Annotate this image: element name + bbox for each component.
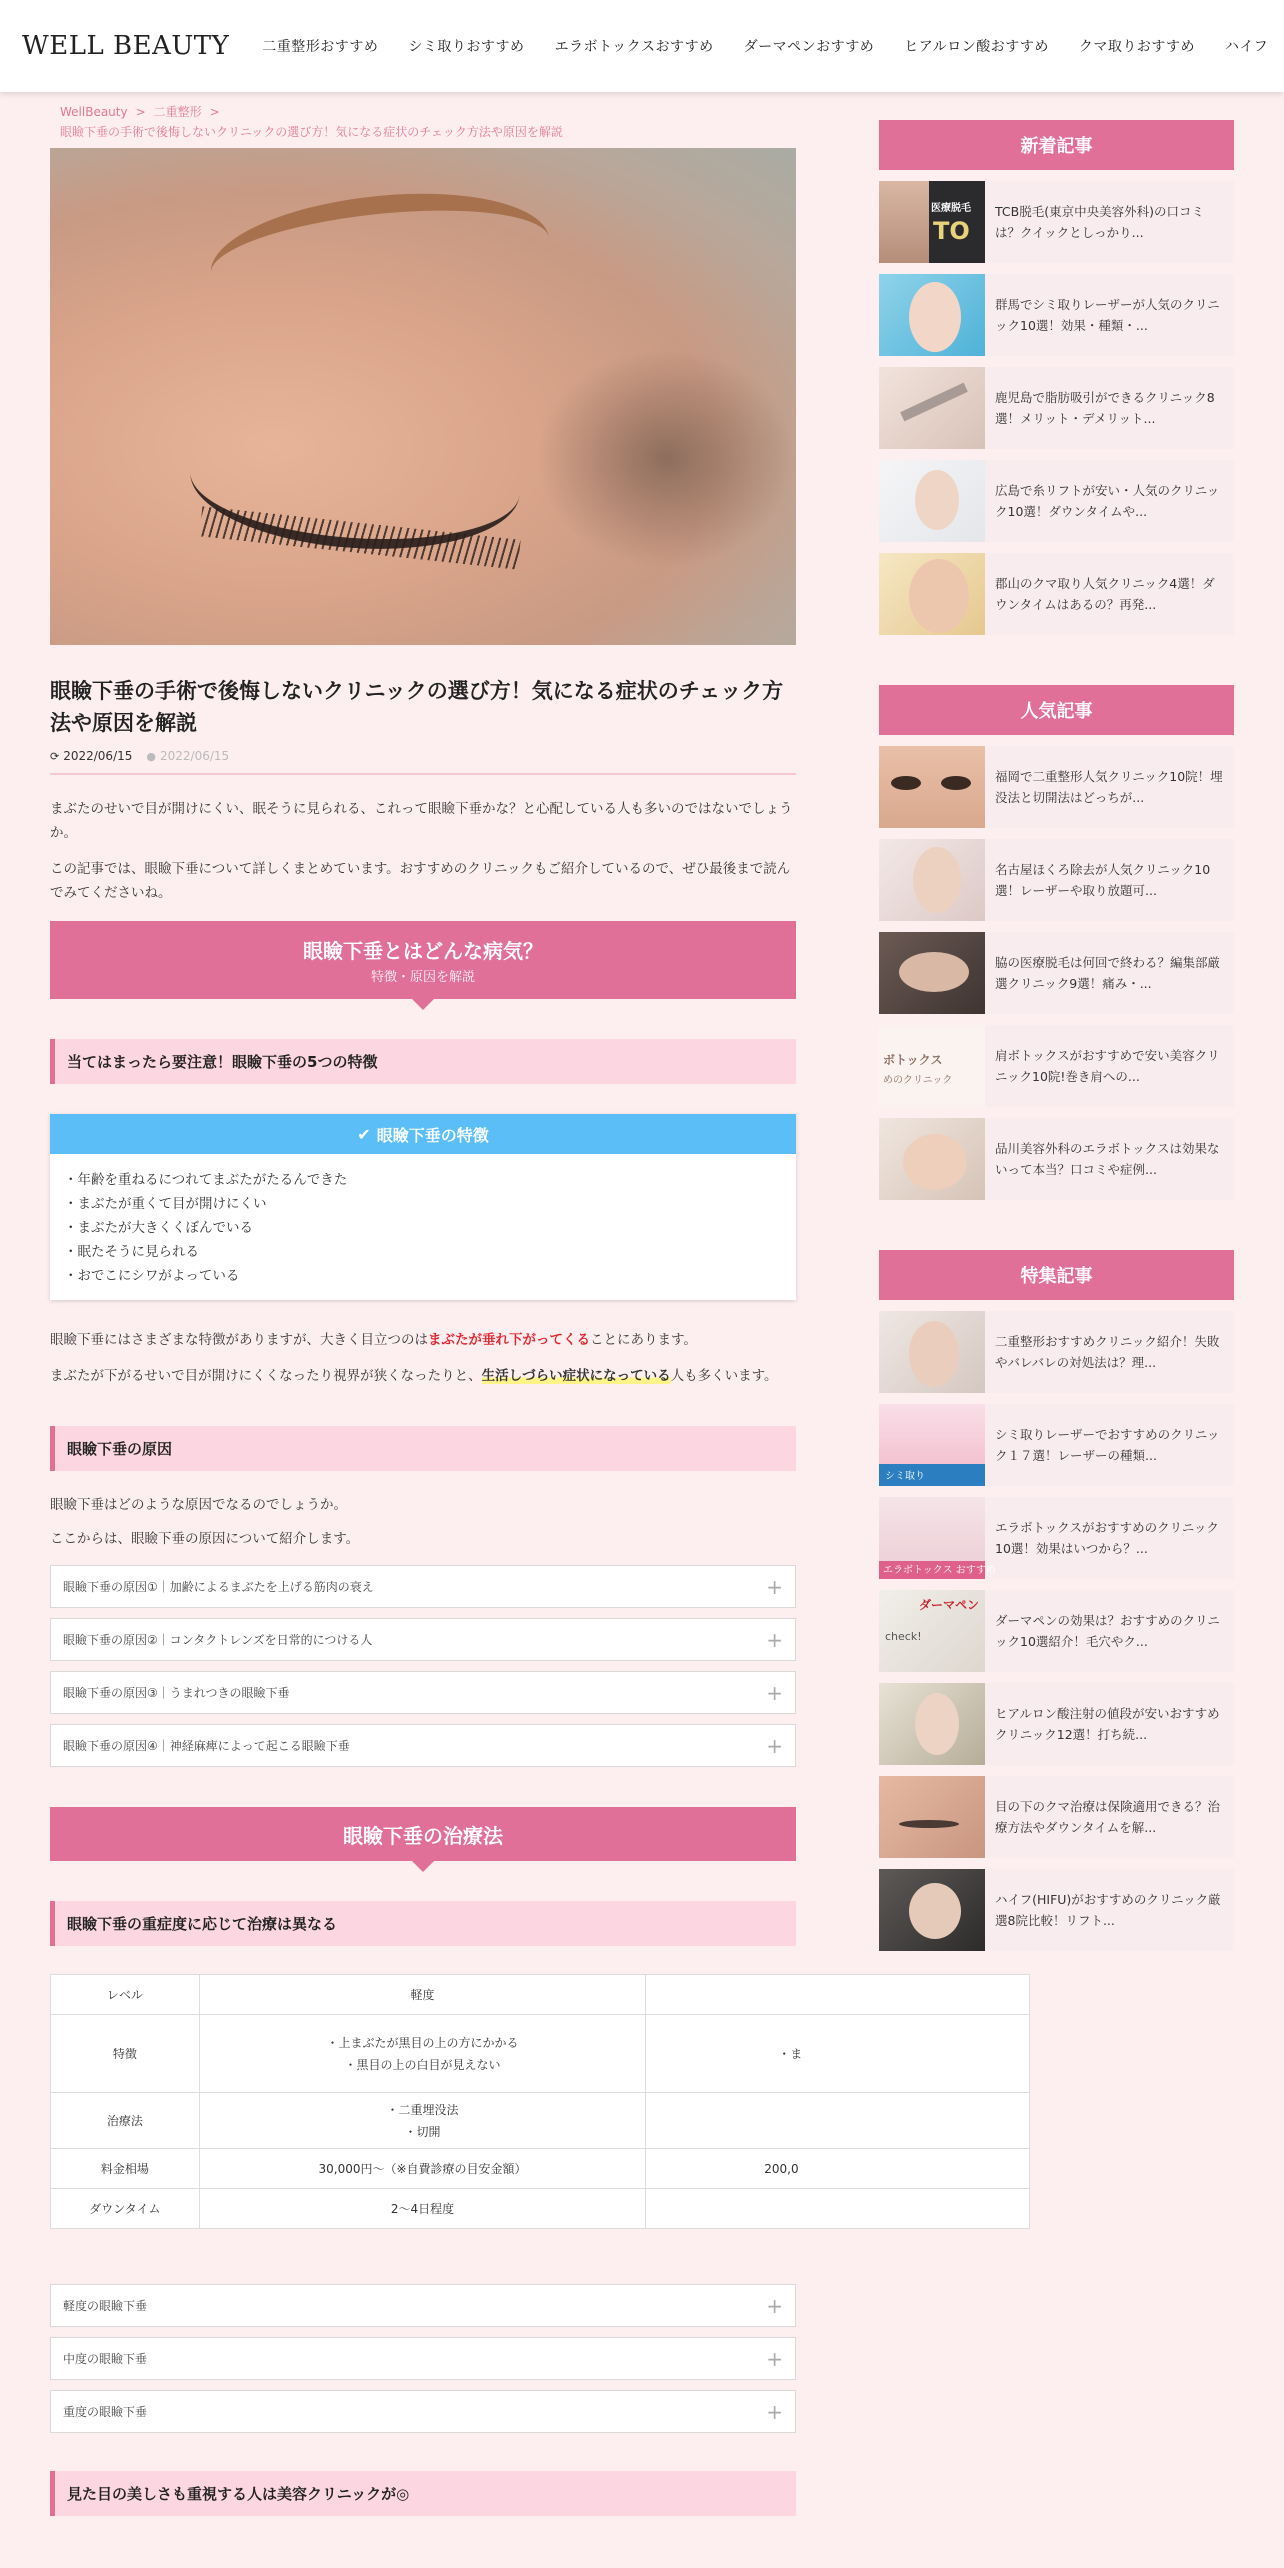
plus-icon: + — [766, 1574, 783, 1599]
sidebar-post[interactable] — [879, 1683, 1234, 1765]
post-thumbnail — [879, 1683, 985, 1765]
breadcrumb-sep: > — [135, 105, 146, 119]
nav-item-jaw-botox[interactable]: エラボトックスおすすめ — [554, 39, 714, 55]
site-logo[interactable]: WELL BEAUTY — [22, 31, 230, 61]
table-header: レベル — [51, 1975, 200, 2015]
sidebar-post[interactable] — [879, 367, 1234, 449]
post-title: 脇の医療脱毛は何回で終わる？編集部厳選クリニック9選！痛み・... — [995, 955, 1221, 991]
sidebar-post[interactable] — [879, 1404, 1234, 1486]
post-thumbnail — [879, 367, 985, 449]
site-header — [0, 0, 1284, 92]
post-title: TCB脱毛(東京中央美容外科)の口コミは？クイックとしっかり... — [995, 204, 1204, 240]
subheading: 眼瞼下垂の重症度に応じて治療は異なる — [50, 1901, 796, 1946]
post-thumbnail: エラボトックス おすすめ — [879, 1497, 985, 1579]
sidebar-post[interactable] — [879, 274, 1234, 356]
sidebar-post[interactable] — [879, 460, 1234, 542]
nav-item-hifu[interactable]: ハイフ — [1225, 39, 1269, 55]
body-paragraph: ここからは、眼瞼下垂の原因について紹介します。 — [50, 1531, 360, 1547]
post-thumbnail: ボトックス めのクリニック — [879, 1025, 985, 1107]
global-nav — [247, 36, 1283, 56]
table-cell: ・ま — [646, 2015, 1030, 2093]
post-title: 広島で糸リフトが安い・人気のクリニック10選！ダウンタイムや... — [995, 483, 1220, 519]
table-cell — [646, 2189, 1030, 2229]
treatment-table[interactable] — [50, 1974, 803, 2229]
body-paragraph: 眼瞼下垂はどのような原因でなるのでしょうか。 — [50, 1497, 347, 1513]
sidebar-heading-feature: 特集記事 — [879, 1250, 1234, 1300]
post-thumbnail — [879, 1311, 985, 1393]
sidebar-post[interactable] — [879, 1776, 1234, 1858]
nav-item-spot-removal[interactable]: シミ取りおすすめ — [408, 39, 525, 55]
list-item: ・年齢を重ねるにつれてまぶたがたるんできた — [64, 1172, 348, 1188]
plus-icon: + — [766, 1733, 783, 1758]
check-icon: ✔ — [357, 1124, 371, 1144]
post-title: 品川美容外科のエラボトックスは効果ないって本当？口コミや症例... — [995, 1141, 1220, 1177]
subheading: 見た目の美しさも重視する人は美容クリニックが◎ — [50, 2471, 796, 2516]
breadcrumb-category[interactable]: 二重整形 — [153, 105, 202, 119]
feature-box-title: 眼瞼下垂の特徴 — [376, 1125, 489, 1145]
body-paragraph: 眼瞼下垂にはさまざまな特徴がありますが、大きく目立つのはまぶたが垂れ下がってくることにあります。 — [50, 1332, 697, 1348]
accordion-moderate[interactable]: 中度の眼瞼下垂 + — [50, 2337, 796, 2380]
list-item: ・眠たそうに見られる — [64, 1244, 199, 1260]
sidebar-post[interactable] — [879, 932, 1234, 1014]
sidebar-post[interactable] — [879, 1590, 1234, 1672]
post-thumbnail — [879, 1869, 985, 1951]
table-header: 軽度 — [199, 1975, 645, 2015]
post-thumbnail: 医療脱毛 TO — [879, 181, 985, 263]
table-cell: ダウンタイム — [51, 2189, 200, 2229]
table-cell — [646, 2093, 1030, 2149]
accordion-mild[interactable]: 軽度の眼瞼下垂 + — [50, 2284, 796, 2327]
post-title: 群馬でシミ取りレーザーが人気のクリニック10選！効果・種類・... — [995, 297, 1220, 333]
nav-item-dermapen[interactable]: ダーマペンおすすめ — [743, 39, 875, 55]
post-thumbnail: シミ取り — [879, 1404, 985, 1486]
list-item: ・まぶたが大きくくぼんでいる — [64, 1220, 253, 1236]
post-thumbnail — [879, 460, 985, 542]
post-thumbnail: ダーマペン check! — [879, 1590, 985, 1672]
post-title: 鹿児島で脂肪吸引ができるクリニック8選！メリット・デメリット... — [995, 390, 1215, 426]
accordion-cause-4[interactable]: 眼瞼下垂の原因④｜神経麻痺によって起こる眼瞼下垂 + — [50, 1724, 796, 1767]
table-cell: 特徴 — [51, 2015, 200, 2093]
post-thumbnail — [879, 553, 985, 635]
accordion-cause-2[interactable]: 眼瞼下垂の原因②｜コンタクトレンズを日常的につける人 + — [50, 1618, 796, 1661]
section-heading: 眼瞼下垂の治療法 — [50, 1807, 796, 1861]
plus-icon: + — [766, 1680, 783, 1705]
intro-paragraph: この記事では、眼瞼下垂について詳しくまとめています。おすすめのクリニックもご紹介しているので、ぜひ最後まで読んでみてくださいね。 — [50, 861, 791, 901]
breadcrumb-sep: > — [209, 105, 220, 119]
feature-box — [50, 1114, 796, 1300]
breadcrumb-current: 眼瞼下垂の手術で後悔しないクリニックの選び方！気になる症状のチェック方法や原因を解説 — [60, 125, 563, 139]
table-cell: 料金相場 — [51, 2149, 200, 2189]
article-title: 眼瞼下垂の手術で後悔しないクリニックの選び方！気になる症状のチェック方法や原因を解説 — [50, 679, 784, 735]
accordion-severe[interactable]: 重度の眼瞼下垂 + — [50, 2390, 796, 2433]
post-title: ダーマペンの効果は？おすすめのクリニック10選紹介！毛穴やク... — [995, 1613, 1220, 1649]
sidebar-post[interactable] — [879, 1497, 1234, 1579]
nav-item-dark-circles[interactable]: クマ取りおすすめ — [1078, 39, 1196, 55]
post-thumbnail — [879, 274, 985, 356]
nav-item-double-eyelid[interactable]: 二重整形おすすめ — [262, 39, 379, 55]
post-thumbnail — [879, 839, 985, 921]
post-thumbnail — [879, 1118, 985, 1200]
list-item: ・おでこにシワがよっている — [64, 1268, 240, 1284]
breadcrumb-home[interactable]: WellBeauty — [60, 105, 128, 119]
main-column — [50, 92, 803, 2516]
subheading: 眼瞼下垂の原因 — [50, 1426, 796, 1471]
sidebar — [879, 120, 1234, 1951]
sidebar-post[interactable] — [879, 1311, 1234, 1393]
post-title: 目の下のクマ治療は保険適用できる？治療方法やダウンタイムを解... — [995, 1799, 1221, 1835]
table-cell: 2〜4日程度 — [199, 2189, 645, 2229]
breadcrumb — [50, 92, 796, 142]
table-cell: 200,0 — [646, 2149, 1030, 2189]
sidebar-post[interactable] — [879, 1869, 1234, 1951]
table-header — [646, 1975, 1030, 2015]
intro-paragraph: まぶたのせいで目が開けにくい、眠そうに見られる、これって眼瞼下垂かな？と心配している人も多いのではないでしょうか。 — [50, 801, 793, 841]
accordion-cause-1[interactable]: 眼瞼下垂の原因①｜加齢によるまぶたを上げる筋肉の衰え + — [50, 1565, 796, 1608]
post-thumbnail — [879, 746, 985, 828]
table-cell: 治療法 — [51, 2093, 200, 2149]
article-dates — [50, 749, 796, 775]
body-paragraph: まぶたが下がるせいで目が開けにくくなったり視界が狭くなったりと、生活しづらい症状になっている人も多くいます。 — [50, 1368, 778, 1384]
post-thumbnail — [879, 1776, 985, 1858]
post-title: 名古屋ほくろ除去が人気クリニック10選！レーザーや取り放題可... — [995, 862, 1211, 898]
table-cell: 30,000円〜（※自費診療の目安金額） — [199, 2149, 645, 2189]
subheading: 当てはまったら要注意！眼瞼下垂の5つの特徴 — [50, 1039, 796, 1084]
clock-icon: ● — [146, 749, 156, 763]
table-cell: ・二重埋没法 ・切開 — [199, 2093, 645, 2149]
sidebar-post[interactable] — [879, 181, 1234, 263]
section-heading: 眼瞼下垂とはどんな病気？ 特徴・原因を解説 — [50, 921, 796, 999]
post-title: エラボトックスがおすすめのクリニック10選！効果はいつから？... — [995, 1520, 1219, 1556]
post-title: ハイフ(HIFU)がおすすめのクリニック厳選8院比較！リフト... — [995, 1892, 1221, 1928]
post-title: ヒアルロン酸注射の値段が安いおすすめクリニック12選！打ち続... — [995, 1706, 1220, 1742]
post-title: 郡山のクマ取り人気クリニック4選！ダウンタイムはあるの？再発... — [995, 576, 1215, 612]
sidebar-post[interactable] — [879, 1025, 1234, 1107]
sidebar-heading-new: 新着記事 — [879, 120, 1234, 170]
refresh-icon: ⟳ — [50, 749, 60, 763]
sidebar-heading-popular: 人気記事 — [879, 685, 1234, 735]
sidebar-post[interactable] — [879, 839, 1234, 921]
post-title: 二重整形おすすめクリニック紹介！失敗やバレバレの対処法は？理... — [995, 1334, 1220, 1370]
sidebar-post[interactable] — [879, 746, 1234, 828]
post-title: 福岡で二重整形人気クリニック10院！埋没法と切開法はどっちが... — [995, 769, 1223, 805]
published-date: 2022/06/15 — [160, 749, 230, 763]
nav-item-hyaluronic[interactable]: ヒアルロン酸おすすめ — [904, 39, 1049, 55]
updated-date: 2022/06/15 — [63, 749, 133, 763]
post-title: 肩ボトックスがおすすめで安い美容クリニック10院!巻き肩への... — [995, 1048, 1220, 1084]
plus-icon: + — [766, 2346, 783, 2371]
plus-icon: + — [766, 2399, 783, 2424]
post-thumbnail — [879, 932, 985, 1014]
accordion-cause-3[interactable]: 眼瞼下垂の原因③｜うまれつきの眼瞼下垂 + — [50, 1671, 796, 1714]
sidebar-post[interactable] — [879, 1118, 1234, 1200]
post-title: シミ取りレーザーでおすすめのクリニック１７選！レーザーの種類... — [995, 1427, 1220, 1463]
hero-image — [50, 148, 796, 645]
sidebar-post[interactable] — [879, 553, 1234, 635]
list-item: ・まぶたが重くて目が開けにくい — [64, 1196, 267, 1212]
plus-icon: + — [766, 2293, 783, 2318]
table-cell: ・上まぶたが黒目の上の方にかかる ・黒目の上の白目が見えない — [199, 2015, 645, 2093]
plus-icon: + — [766, 1627, 783, 1652]
